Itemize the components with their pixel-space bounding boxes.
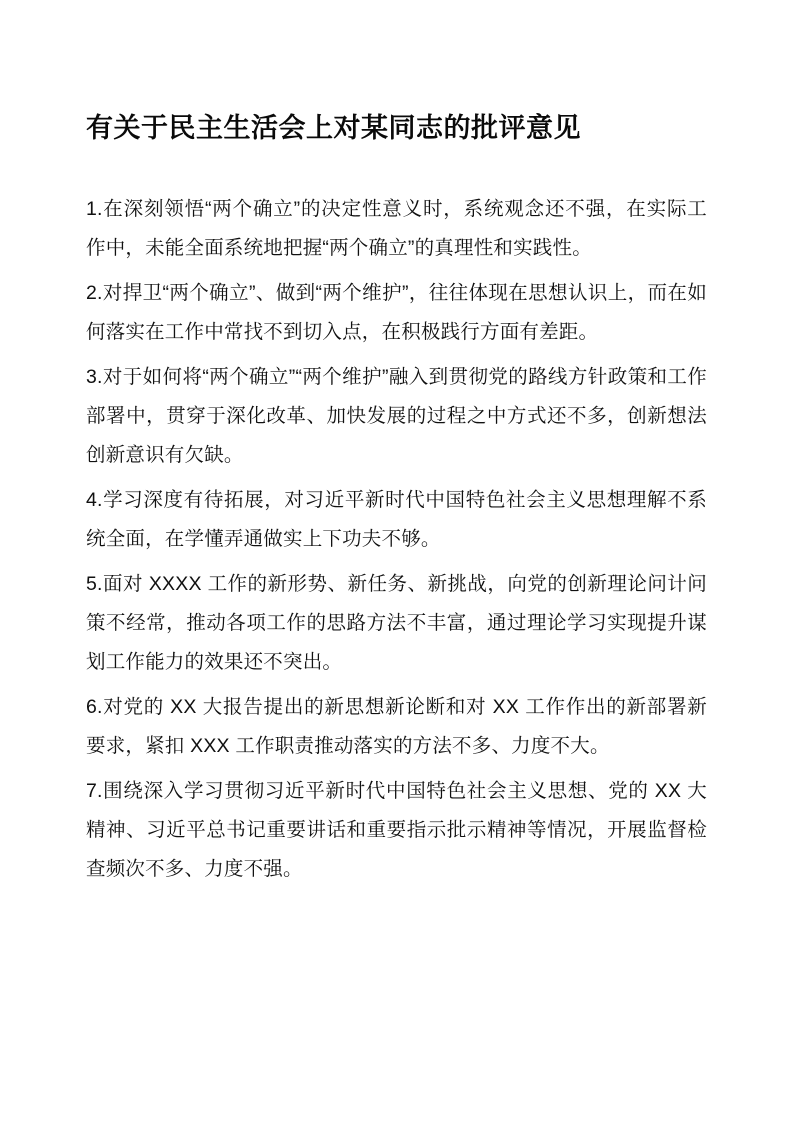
paragraph-7: 7.围绕深入学习贯彻习近平新时代中国特色社会主义思想、党的 XX 大精神、习近平总书记重要讲话和重要指示批示精神等情况，开展监督检查频次不多、力度不强。 <box>86 779 707 880</box>
paragraph-5: 5.面对 XXXX 工作的新形势、新任务、新挑战，向党的创新理论问计问策不经常，推动各项工作的思路方法不丰富，通过理论学习实现提升谋划工作能力的效果还不突出。 <box>86 572 707 673</box>
paragraph-3: 3.对于如何将“两个确立”“两个维护”融入到贯彻党的路线方针政策和工作部署中，贯穿于深化改革、加快发展的过程之中方式还不多，创新想法创新意识有欠缺。 <box>86 365 707 466</box>
page-title: 有关于民主生活会上对某同志的批评意见 <box>86 113 581 143</box>
document-body <box>86 190 707 889</box>
paragraph-4: 4.学习深度有待拓展，对习近平新时代中国特色社会主义思想理解不系统全面，在学懂弄通做实上下功夫不够。 <box>86 488 707 550</box>
paragraph-6: 6.对党的 XX 大报告提出的新思想新论断和对 XX 工作作出的新部署新要求，紧扣 XXX 工作职责推动落实的方法不多、力度不大。 <box>86 695 707 757</box>
paragraph-2: 2.对捍卫“两个确立”、做到“两个维护”，往往体现在思想认识上，而在如何落实在工作中常找不到切入点，在积极践行方面有差距。 <box>86 281 707 343</box>
paragraph-1: 1.在深刻领悟“两个确立”的决定性意义时，系统观念还不强，在实际工作中，未能全面系统地把握“两个确立”的真理性和实践性。 <box>86 197 707 259</box>
